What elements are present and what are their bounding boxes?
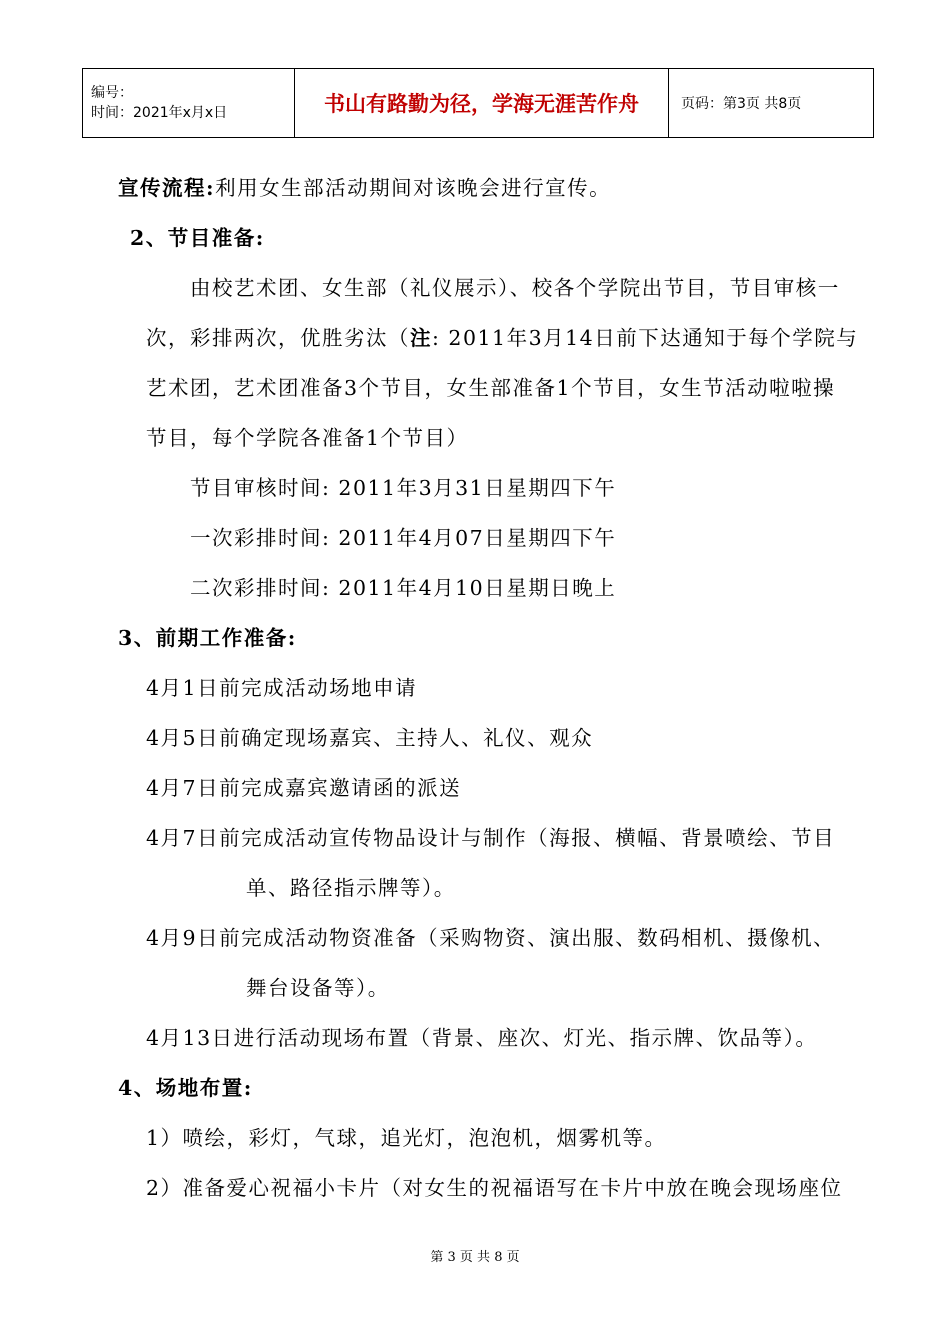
time-label: 时间：2021年x月x日 — [91, 105, 228, 121]
s3-item-2: 4月5日前确定现场嘉宾、主持人、礼仪、观众 — [146, 726, 594, 750]
s4-item-1: 1）喷绘，彩灯，气球，追光灯，泡泡机，烟雾机等。 — [146, 1126, 667, 1150]
s3-item-4-line-2: 单、路径指示牌等）。 — [246, 876, 456, 900]
section-4-title: 4、场地布置: — [118, 1076, 253, 1100]
section-2-title: 2、节目准备: — [130, 226, 265, 250]
s2-paragraph-line-4: 节目，每个学院各准备1个节目） — [146, 426, 469, 450]
note-label: 注 — [410, 326, 432, 350]
s2-line2-text-b: : 2011年3月14日前下达通知于每个学院与 — [432, 326, 859, 350]
number-label: 编号： — [91, 85, 133, 101]
review-time: 节目审核时间: 2011年3月31日星期四下午 — [190, 476, 617, 500]
s2-paragraph-line-3: 艺术团，艺术团准备3个节目，女生部准备1个节目，女生节活动啦啦操 — [146, 376, 836, 400]
publicity-text: 利用女生部活动期间对该晚会进行宣传。 — [215, 176, 612, 200]
s3-item-5-line-2: 舞台设备等）。 — [246, 976, 390, 1000]
motto: 书山有路勤为径，学海无涯苦作舟 — [295, 69, 669, 138]
s2-line2-text-a: 次，彩排两次，优胜劣汰（ — [146, 326, 410, 350]
section-3-title: 3、前期工作准备: — [118, 626, 297, 650]
s3-item-4-line-1: 4月7日前完成活动宣传物品设计与制作（海报、横幅、背景喷绘、节目 — [146, 826, 836, 850]
page-info: 页码：第3页 共8页 — [669, 69, 874, 138]
rehearsal-2-time: 二次彩排时间: 2011年4月10日星期日晚上 — [190, 576, 617, 600]
s3-item-6: 4月13日进行活动现场布置（背景、座次、灯光、指示牌、饮品等）。 — [146, 1026, 818, 1050]
s3-item-3: 4月7日前完成嘉宾邀请函的派送 — [146, 776, 462, 800]
publicity-line — [118, 173, 611, 203]
header-table — [82, 68, 874, 138]
header-meta-cell — [83, 69, 295, 138]
publicity-label: 宣传流程: — [118, 176, 216, 200]
s2-paragraph-line-1: 由校艺术团、女生部（礼仪展示）、校各个学院出节目，节目审核一 — [190, 276, 840, 300]
s3-item-1: 4月1日前完成活动场地申请 — [146, 676, 418, 700]
s2-paragraph-line-2 — [146, 323, 858, 353]
rehearsal-1-time: 一次彩排时间: 2011年4月07日星期四下午 — [190, 526, 617, 550]
s3-item-5-line-1: 4月9日前完成活动物资准备（采购物资、演出服、数码相机、摄像机、 — [146, 926, 836, 950]
page-footer: 第 3 页 共 8 页 — [430, 1250, 520, 1265]
s4-item-2: 2）准备爱心祝福小卡片（对女生的祝福语写在卡片中放在晚会现场座位 — [146, 1176, 843, 1200]
